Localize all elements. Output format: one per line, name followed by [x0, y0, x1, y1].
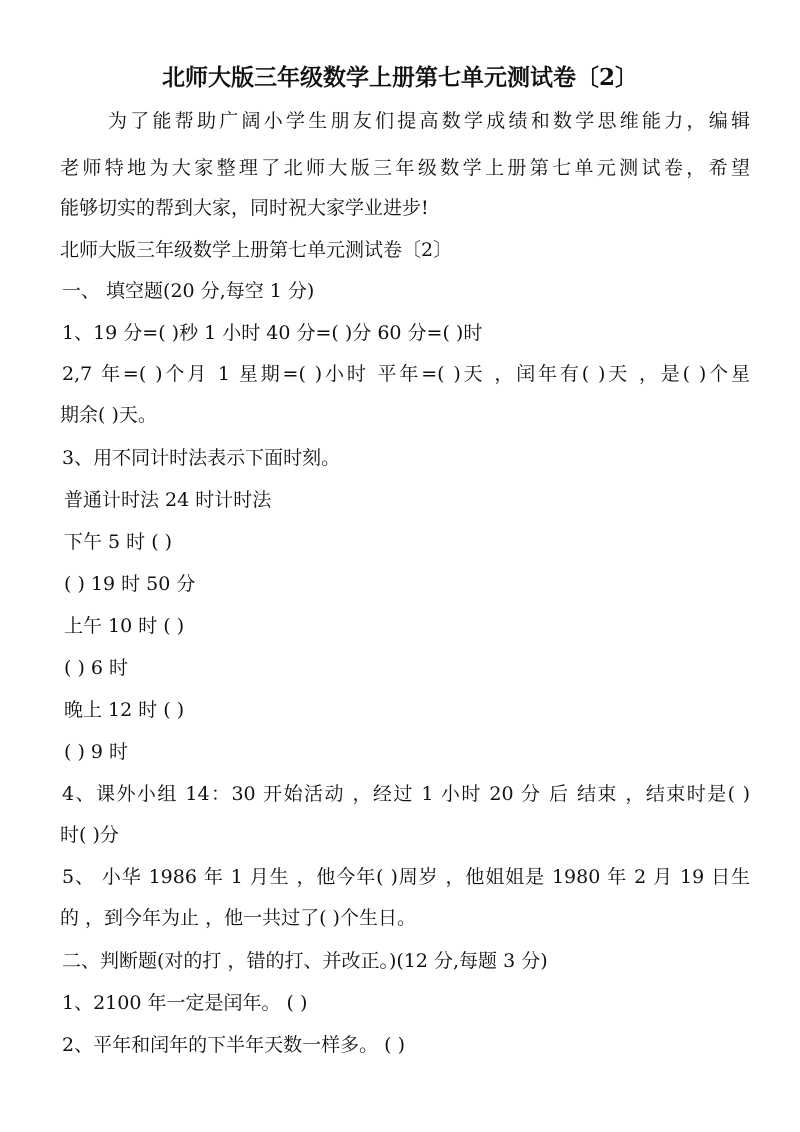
question-3-row: 上午 10 时 ( ) [64, 615, 185, 637]
question-3-row: 下午 5 时 ( ) [64, 531, 173, 553]
document-title: 北师大版三年级数学上册第七单元测试卷〔2〕 [161, 64, 638, 91]
question-3-row: ( ) 19 时 50 分 [64, 573, 196, 595]
question-3: 3、用不同计时法表示下面时刻。 [62, 447, 341, 469]
question-3-header: 普通计时法 24 时计时法 [64, 489, 272, 511]
question-3-row: 晚上 12 时 ( ) [64, 699, 185, 721]
question-2-line-2: 期余( )天。 [60, 404, 157, 426]
question-4-line-2: 时( )分 [60, 824, 119, 846]
question-5-line-2: 的 ，到今年为止 ，他一共过了( )个生日。 [60, 907, 416, 929]
question-1: 1、19 分=( )秒 1 小时 40 分=( )分 60 分=( )时 [62, 322, 483, 344]
section-1-heading: 一、 填空题(20 分,每空 1 分) [62, 280, 315, 302]
section-2-heading: 二、判断题(对的打 ，错的打、并改正。)(12 分,每题 3 分) [62, 950, 548, 972]
question-2-line-1: 2,7 年=( )个月 1 星期=( )小时 平年=( )天 ，闰年有( )天 ，是( )个星 [62, 363, 750, 385]
judgement-1: 1、2100 年一定是闰年。 ( ) [62, 992, 308, 1014]
question-5-line-1: 5、 小华 1986 年 1 月生 ，他今年( )周岁 ，他姐姐是 1980 年 2 月 19 日生 [62, 866, 750, 888]
subtitle: 北师大版三年级数学上册第七单元测试卷〔2〕 [60, 239, 453, 261]
question-3-row: ( ) 6 时 [64, 657, 129, 679]
judgement-2: 2、平年和闰年的下半年天数一样多。 ( ) [62, 1034, 405, 1056]
question-4-line-1: 4、课外小组 14：30 开始活动 ，经过 1 小时 20 分 后 结束 ，结束时是( ) [62, 783, 750, 805]
intro-line-1: 为了能帮助广阔小学生朋友们提高数学成绩和数学思维能力，编辑 [108, 110, 750, 132]
intro-line-3: 能够切实的帮到大家，同时祝大家学业进步! [60, 197, 429, 219]
intro-line-2: 老师特地为大家整理了北师大版三年级数学上册第七单元测试卷，希望 [60, 157, 750, 179]
question-3-row: ( ) 9 时 [64, 741, 129, 763]
